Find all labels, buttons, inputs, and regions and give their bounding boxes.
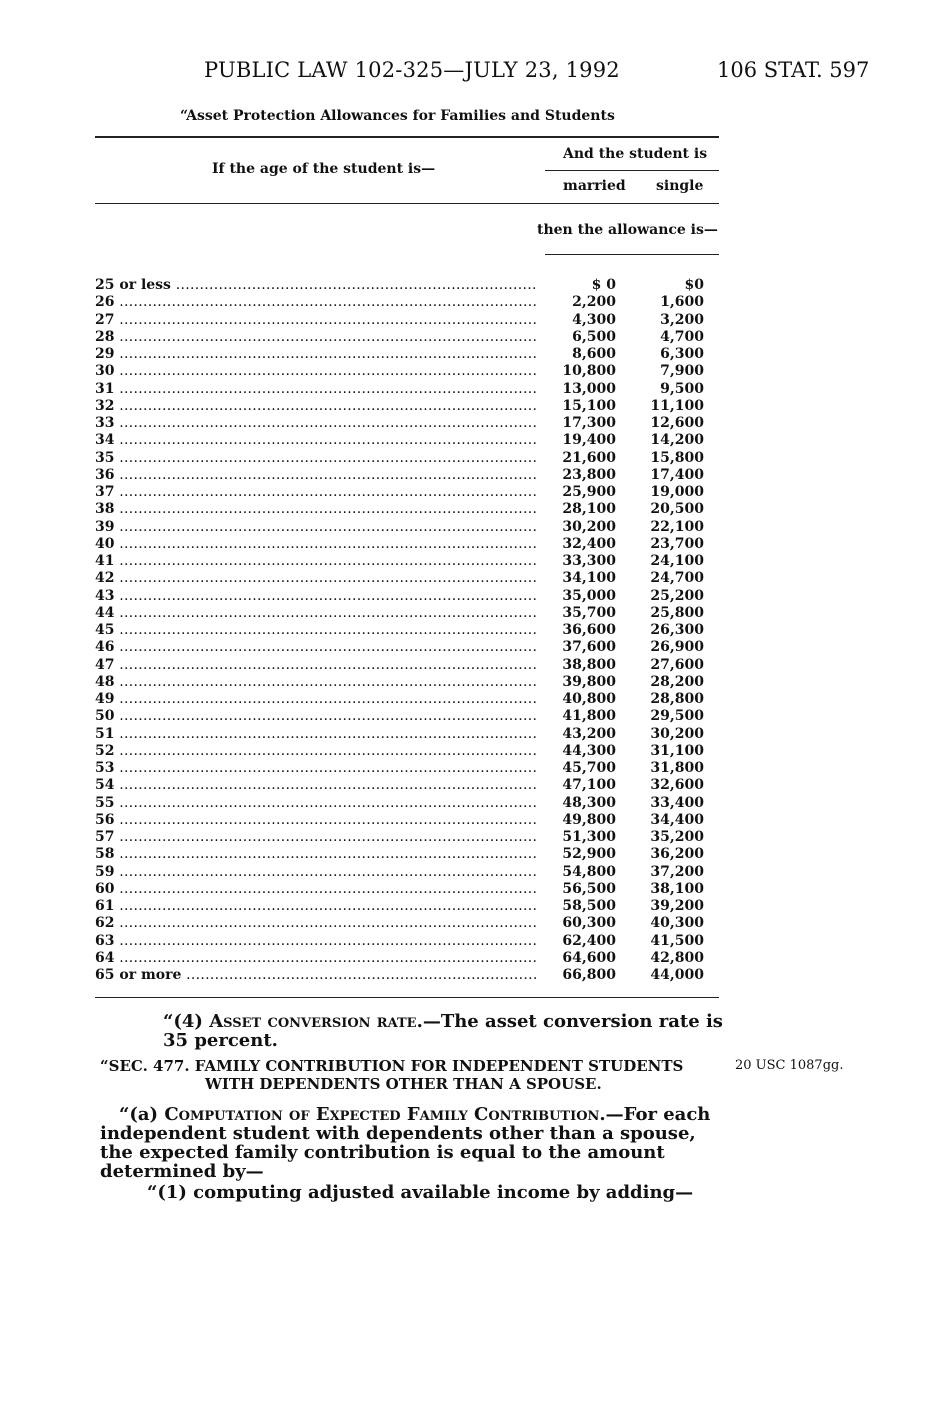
- table-row: [95, 639, 720, 656]
- table-row: [95, 777, 720, 794]
- married-allowance-cell: 19,400: [562, 432, 616, 449]
- age-cell: 38 .....: [95, 501, 538, 518]
- single-allowance-cell: 25,200: [650, 587, 704, 604]
- age-cell: 52 .....: [95, 743, 538, 760]
- married-allowance-cell: $ 0: [591, 277, 616, 293]
- section-477-line-2: WITH DEPENDENTS OTHER THAN A SPOUSE.: [205, 1075, 602, 1093]
- married-allowance-cell: 15,100: [562, 397, 616, 414]
- married-allowance-cell: 41,800: [562, 708, 616, 725]
- single-allowance-cell: 26,300: [650, 622, 704, 638]
- married-allowance-cell: 36,600: [562, 622, 616, 638]
- married-allowance-cell: 43,200: [562, 725, 616, 742]
- single-allowance-cell: 11,100: [650, 397, 704, 414]
- stat-reference: 106 STAT. 597: [717, 58, 870, 82]
- single-allowance-cell: 22,100: [650, 518, 704, 535]
- paragraph-a-heading: Computation of Expected Family Contribution: [164, 1104, 600, 1125]
- married-allowance-cell: 44,300: [562, 742, 616, 759]
- table-row: [95, 726, 720, 743]
- table-row: [95, 553, 720, 570]
- table-row: [95, 864, 720, 881]
- married-allowance-cell: 34,100: [562, 570, 616, 587]
- paragraph-a-text: .—For each independent student with dependents other than a spouse, the expected family contribution is equal to the amount determined by—: [100, 1104, 711, 1182]
- married-allowance-cell: 37,600: [562, 639, 616, 656]
- single-allowance-cell: 31,800: [650, 760, 704, 776]
- age-cell: 37 .....: [95, 484, 538, 501]
- table-row: [95, 950, 720, 967]
- age-cell: 54 .....: [95, 777, 538, 794]
- single-allowance-cell: 20,500: [650, 501, 704, 518]
- age-cell: 42 .....: [95, 570, 538, 587]
- age-cell: 32 .....: [95, 398, 538, 415]
- married-allowance-cell: 35,700: [562, 604, 616, 621]
- married-allowance-cell: 60,300: [562, 915, 616, 932]
- married-allowance-cell: 32,400: [562, 535, 616, 552]
- single-allowance-cell: 24,100: [650, 553, 704, 569]
- married-allowance-cell: 30,200: [562, 518, 616, 535]
- age-cell: 28 .....: [95, 329, 538, 346]
- status-heading-rule: [545, 170, 719, 171]
- single-allowance-cell: 44,000: [650, 967, 704, 983]
- single-allowance-cell: 9,500: [660, 380, 704, 397]
- married-allowance-cell: 6,500: [572, 328, 616, 345]
- single-allowance-cell: 24,700: [650, 570, 704, 587]
- married-allowance-cell: 4,300: [572, 311, 616, 328]
- age-cell: 56 .....: [95, 812, 538, 829]
- married-allowance-cell: 52,900: [562, 846, 616, 863]
- age-cell: 31 .....: [95, 381, 538, 398]
- single-allowance-cell: 36,200: [650, 846, 704, 863]
- table-row: [95, 570, 720, 587]
- header-bottom-rule: [95, 203, 719, 204]
- age-cell: 48 .....: [95, 674, 538, 691]
- married-allowance-cell: 58,500: [562, 898, 616, 914]
- table-row: [95, 346, 720, 363]
- paragraph-a: [100, 1105, 720, 1181]
- married-allowance-cell: 64,600: [562, 949, 616, 966]
- table-row: [95, 450, 720, 467]
- table-row: [95, 933, 720, 950]
- paragraph-a-lead: “(a): [119, 1104, 165, 1125]
- single-allowance-cell: 17,400: [650, 466, 704, 483]
- paragraph-1: “(1) computing adjusted available income by adding—: [147, 1182, 694, 1203]
- table-body: [95, 277, 720, 984]
- age-cell: 62 .....: [95, 915, 538, 932]
- married-allowance-cell: 25,900: [562, 484, 616, 500]
- single-heading: single: [656, 178, 704, 194]
- single-allowance-cell: 7,900: [660, 363, 704, 380]
- table-row: [95, 329, 720, 346]
- table-row: [95, 898, 720, 915]
- age-cell: 45 .....: [95, 622, 538, 639]
- age-cell: 41 .....: [95, 553, 538, 570]
- paragraph-4: [163, 1012, 723, 1050]
- single-allowance-cell: 40,300: [650, 915, 704, 932]
- married-heading: married: [563, 178, 626, 194]
- table-bottom-rule: [95, 997, 719, 998]
- single-allowance-cell: 35,200: [650, 829, 704, 845]
- table-row: [95, 605, 720, 622]
- single-allowance-cell: 34,400: [650, 811, 704, 828]
- paragraph-4-heading: Asset conversion rate: [209, 1011, 417, 1032]
- age-cell: 59 .....: [95, 864, 538, 881]
- single-allowance-cell: 29,500: [650, 708, 704, 725]
- table-top-rule: [95, 136, 719, 138]
- married-allowance-cell: 13,000: [562, 380, 616, 397]
- single-allowance-cell: 19,000: [650, 484, 704, 500]
- age-cell: 26 .....: [95, 294, 538, 311]
- married-allowance-cell: 62,400: [562, 932, 616, 949]
- single-allowance-cell: 15,800: [650, 449, 704, 466]
- married-allowance-cell: 8,600: [572, 346, 616, 362]
- age-cell: 35 .....: [95, 450, 538, 467]
- table-title: “Asset Protection Allowances for Families and Students: [180, 108, 615, 124]
- age-cell: 29 .....: [95, 346, 538, 363]
- table-row: [95, 674, 720, 691]
- single-allowance-cell: 3,200: [660, 311, 704, 328]
- married-allowance-cell: 51,300: [562, 829, 616, 845]
- age-cell: 64 .....: [95, 950, 538, 967]
- table-row: [95, 363, 720, 380]
- table-row: [95, 743, 720, 760]
- table-row: [95, 536, 720, 553]
- single-allowance-cell: 37,200: [650, 863, 704, 880]
- age-cell: 47 .....: [95, 657, 538, 674]
- single-allowance-cell: $0: [684, 277, 704, 293]
- single-allowance-cell: 14,200: [650, 432, 704, 449]
- age-cell: 63 .....: [95, 933, 538, 950]
- married-allowance-cell: 21,600: [562, 449, 616, 466]
- age-cell: 58 .....: [95, 846, 538, 863]
- single-allowance-cell: 31,100: [650, 742, 704, 759]
- age-cell: 50 .....: [95, 708, 538, 725]
- age-cell: 43 .....: [95, 588, 538, 605]
- married-allowance-cell: 66,800: [562, 967, 616, 983]
- table-row: [95, 881, 720, 898]
- age-cell: 33 .....: [95, 415, 538, 432]
- age-cell: 44 .....: [95, 605, 538, 622]
- age-cell: 53 .....: [95, 760, 538, 777]
- single-allowance-cell: 25,800: [650, 604, 704, 621]
- age-cell: 46 .....: [95, 639, 538, 656]
- single-allowance-cell: 30,200: [650, 725, 704, 742]
- age-cell: 55 .....: [95, 795, 538, 812]
- married-allowance-cell: 45,700: [562, 760, 616, 776]
- married-allowance-cell: 38,800: [562, 656, 616, 673]
- allowance-heading: then the allowance is—: [537, 222, 718, 238]
- table-row: [95, 812, 720, 829]
- married-allowance-cell: 47,100: [562, 777, 616, 794]
- table-row: [95, 622, 720, 639]
- married-allowance-cell: 35,000: [562, 587, 616, 604]
- married-allowance-cell: 40,800: [562, 691, 616, 707]
- age-cell: 60 .....: [95, 881, 538, 898]
- table-row: [95, 846, 720, 863]
- single-allowance-cell: 23,700: [650, 535, 704, 552]
- single-allowance-cell: 41,500: [650, 932, 704, 949]
- table-row: [95, 829, 720, 846]
- table-row: [95, 519, 720, 536]
- age-cell: 39 .....: [95, 519, 538, 536]
- table-row: [95, 657, 720, 674]
- table-row: [95, 588, 720, 605]
- paragraph-4-lead: “(4): [163, 1011, 210, 1032]
- table-row: [95, 795, 720, 812]
- table-row: [95, 501, 720, 518]
- single-allowance-cell: 1,600: [660, 294, 704, 311]
- single-allowance-cell: 28,200: [650, 673, 704, 690]
- table-row: [95, 415, 720, 432]
- age-cell: 30 .....: [95, 363, 538, 380]
- married-allowance-cell: 17,300: [562, 415, 616, 431]
- married-allowance-cell: 48,300: [562, 794, 616, 811]
- single-allowance-cell: 26,900: [650, 639, 704, 656]
- age-cell: 40 .....: [95, 536, 538, 553]
- age-cell: 34 .....: [95, 432, 538, 449]
- married-allowance-cell: 23,800: [562, 466, 616, 483]
- law-title: PUBLIC LAW 102-325—JULY 23, 1992: [204, 58, 620, 82]
- table-row: [95, 381, 720, 398]
- age-cell: 25 or less .....: [95, 277, 538, 294]
- table-row: [95, 967, 720, 984]
- married-allowance-cell: 10,800: [562, 363, 616, 380]
- age-cell: 49 .....: [95, 691, 538, 708]
- table-row: [95, 432, 720, 449]
- age-cell: 65 or more .....: [95, 967, 538, 984]
- age-cell: 27 .....: [95, 312, 538, 329]
- married-allowance-cell: 2,200: [572, 294, 616, 311]
- age-heading: If the age of the student is—: [212, 161, 436, 177]
- age-cell: 57 .....: [95, 829, 538, 846]
- table-row: [95, 484, 720, 501]
- married-allowance-cell: 28,100: [562, 501, 616, 518]
- section-477-line-1: “SEC. 477. FAMILY CONTRIBUTION FOR INDEPENDENT STUDENTS: [100, 1057, 684, 1075]
- married-allowance-cell: 56,500: [562, 880, 616, 897]
- allowance-heading-rule: [545, 254, 719, 255]
- married-allowance-cell: 54,800: [562, 863, 616, 880]
- age-cell: 36 .....: [95, 467, 538, 484]
- single-allowance-cell: 28,800: [650, 691, 704, 707]
- paragraph-4-text: .—The asset conversion rate is 35 percent.: [163, 1011, 723, 1051]
- single-allowance-cell: 27,600: [650, 656, 704, 673]
- age-cell: 61 .....: [95, 898, 538, 915]
- single-allowance-cell: 6,300: [660, 346, 704, 362]
- table-row: [95, 398, 720, 415]
- married-allowance-cell: 39,800: [562, 673, 616, 690]
- section-477-heading: [100, 1057, 720, 1093]
- married-allowance-cell: 33,300: [562, 553, 616, 569]
- single-allowance-cell: 33,400: [650, 794, 704, 811]
- table-row: [95, 467, 720, 484]
- single-allowance-cell: 39,200: [650, 898, 704, 914]
- single-allowance-cell: 38,100: [650, 880, 704, 897]
- single-allowance-cell: 4,700: [660, 328, 704, 345]
- table-row: [95, 294, 720, 311]
- single-allowance-cell: 42,800: [650, 949, 704, 966]
- married-allowance-cell: 49,800: [562, 811, 616, 828]
- status-heading: And the student is: [563, 146, 708, 162]
- table-row: [95, 760, 720, 777]
- usc-margin-note: 20 USC 1087gg.: [735, 1058, 844, 1073]
- table-row: [95, 312, 720, 329]
- single-allowance-cell: 12,600: [650, 415, 704, 431]
- table-row: [95, 708, 720, 725]
- table-row: [95, 277, 720, 294]
- table-row: [95, 915, 720, 932]
- table-row: [95, 691, 720, 708]
- single-allowance-cell: 32,600: [650, 777, 704, 794]
- age-cell: 51 .....: [95, 726, 538, 743]
